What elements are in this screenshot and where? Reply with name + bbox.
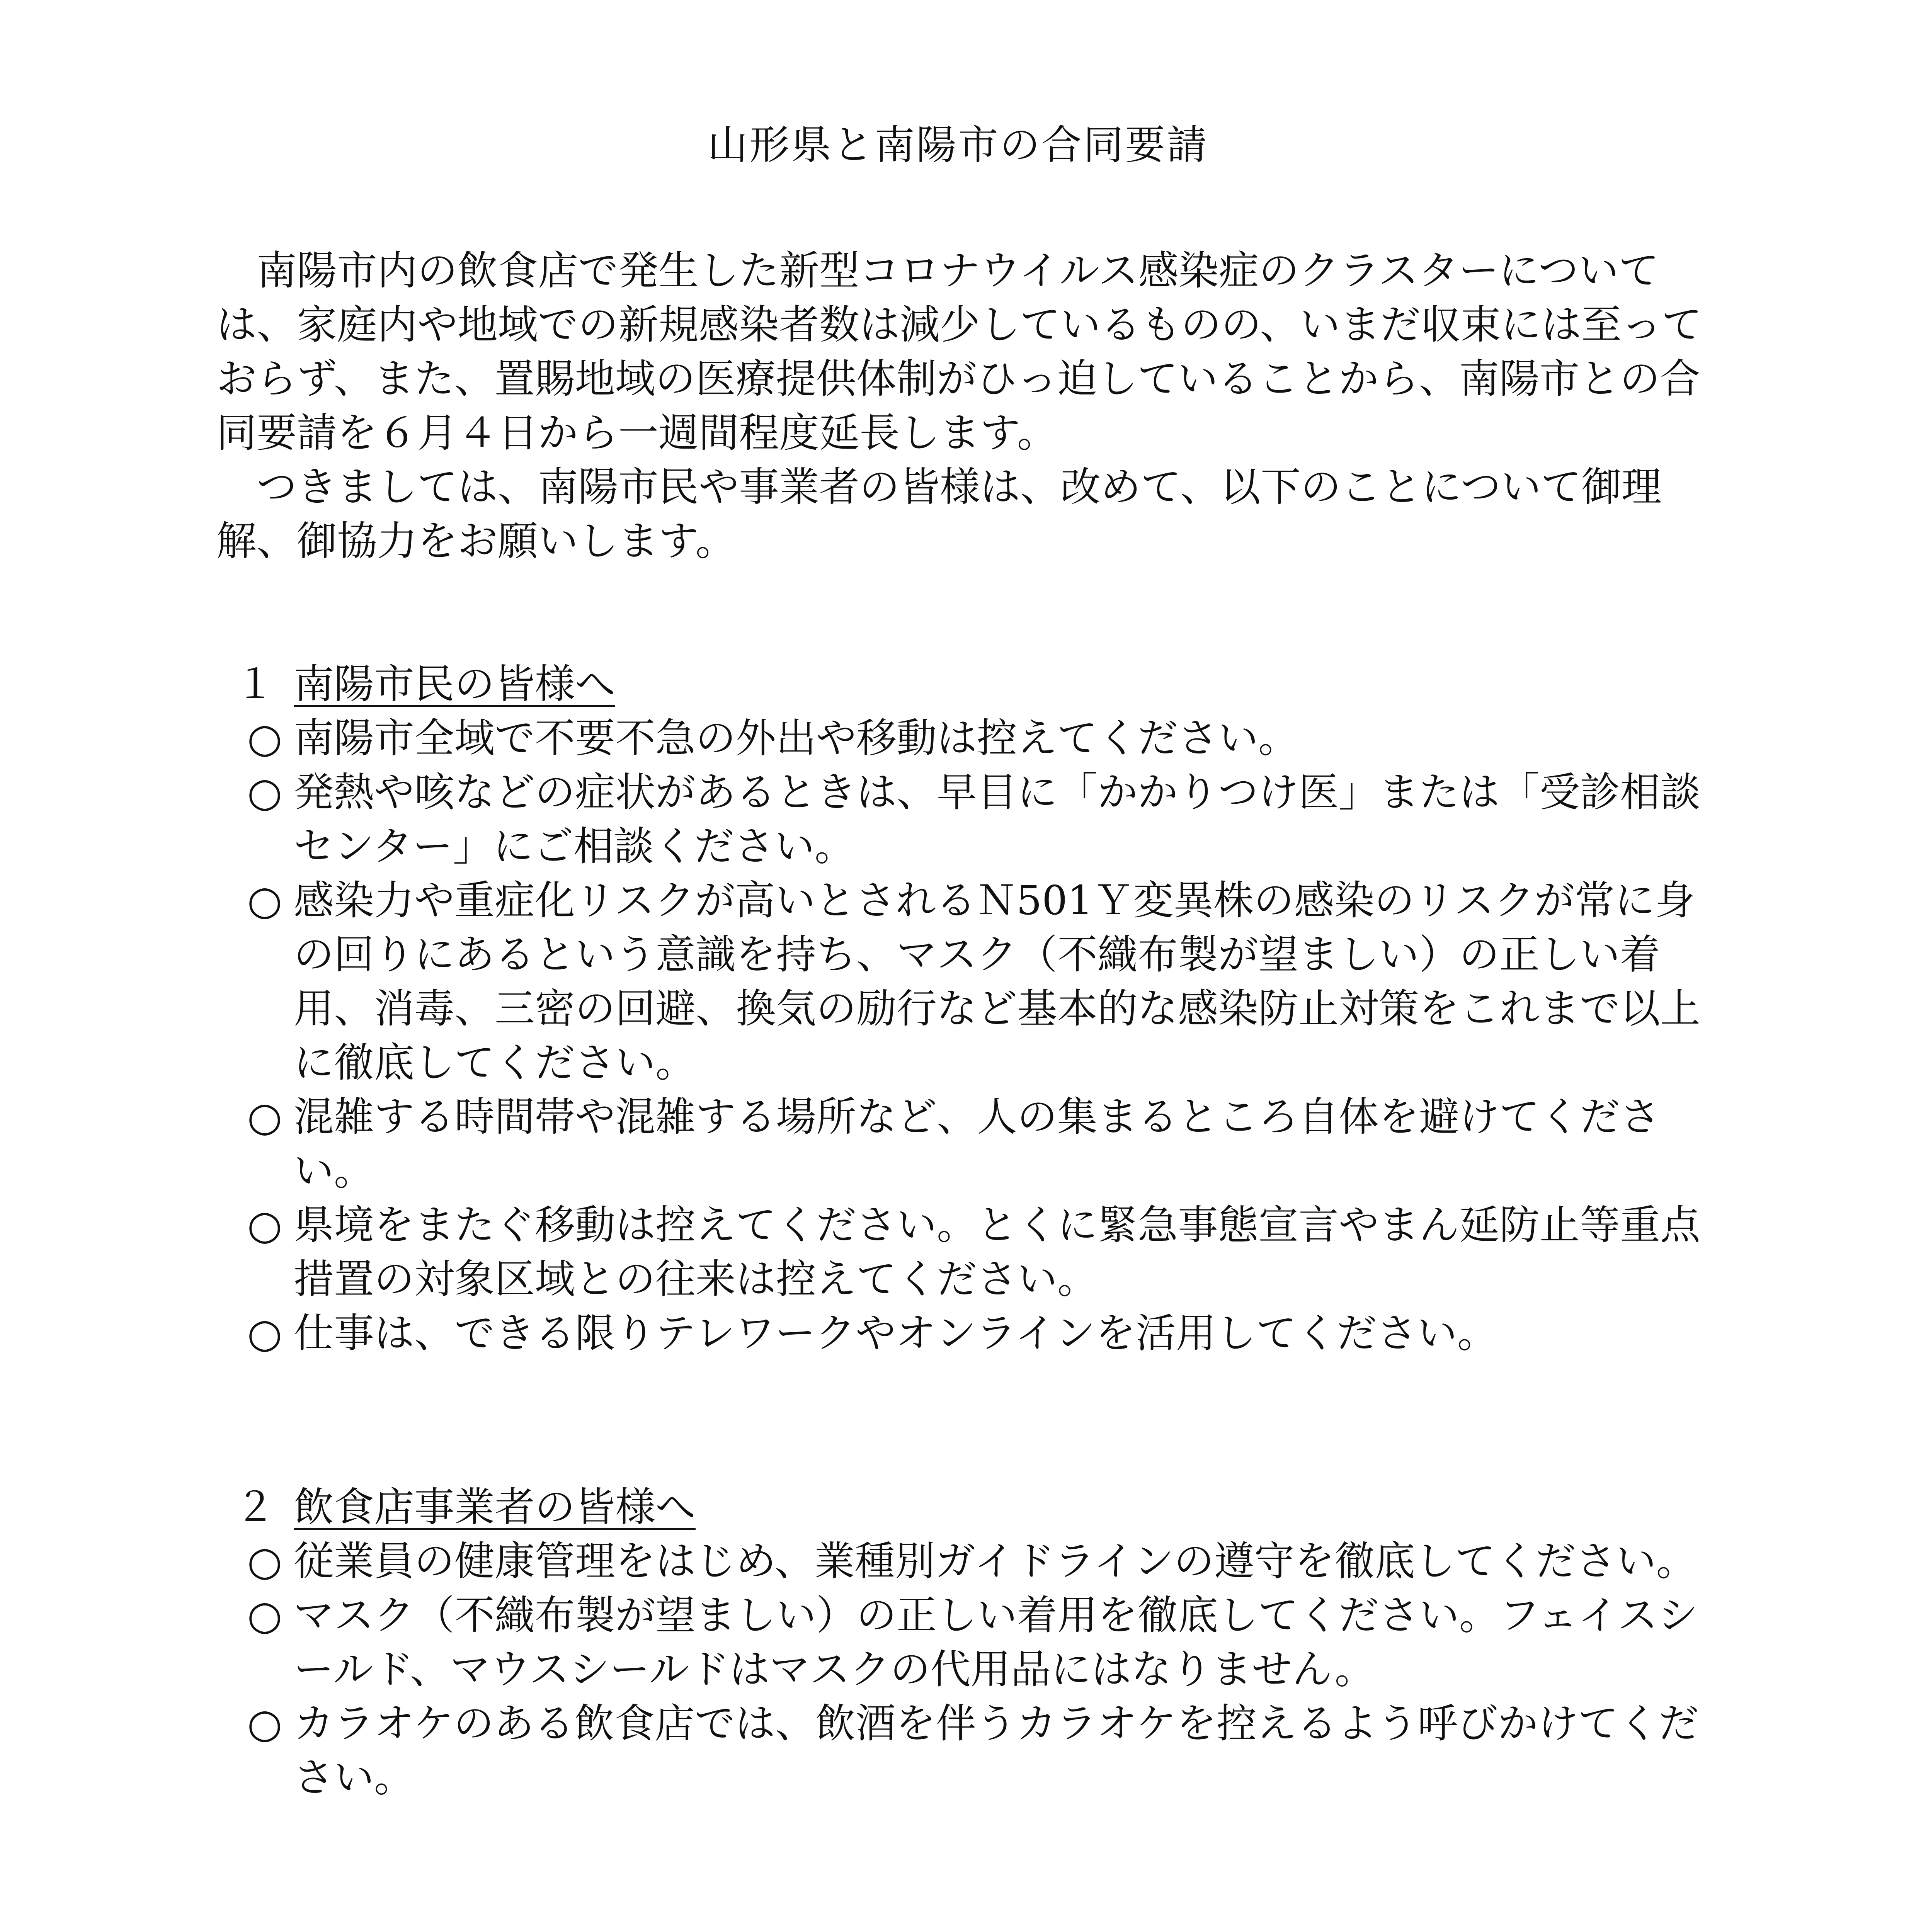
section-2-list xyxy=(216,1534,1724,1804)
intro-paragraph-1: 南陽市内の飲食店で発生した新型コロナウイルス感染症のクラスターについては、家庭内や地域での新規感染者数は減少しているものの、いまだ収束には至っておらず、また、置賜地域の医療提供体制がひっ迫していることから、南陽市との合同要請を６月４日から一週間程度延長します。 xyxy=(216,247,1702,456)
list-item: ○ 仕事は、できる限りテレワークやオンラインを活用してください。 xyxy=(216,1306,1724,1360)
circle-bullet-icon: ○ xyxy=(247,1310,282,1357)
list-item: ○ 発熱や咳などの症状があるときは、早目に「かかりつけ医」または「受診相談センター」にご相談ください。 xyxy=(216,765,1724,873)
list-item: ○ カラオケのある飲食店では、飲酒を伴うカラオケを控えるよう呼びかけてください。 xyxy=(216,1696,1724,1804)
list-item: ○ 南陽市全域で不要不急の外出や移動は控えてください。 xyxy=(216,711,1724,765)
circle-bullet-icon: ○ xyxy=(247,714,282,762)
circle-bullet-icon: ○ xyxy=(247,1093,282,1140)
list-item: ○ マスク（不織布製が望ましい）の正しい着用を徹底してください。フェイスシールド、マウスシールドはマスクの代用品にはなりません。 xyxy=(216,1588,1724,1696)
list-item: ○ 県境をまたぐ移動は控えてください。とくに緊急事態宣言やまん延防止等重点措置の対象区域との往来は控えてください。 xyxy=(216,1198,1724,1306)
circle-bullet-icon: ○ xyxy=(247,877,282,924)
section-1 xyxy=(216,657,1724,1360)
list-item: ○ 混雑する時間帯や混雑する場所など、人の集まるところ自体を避けてください。 xyxy=(216,1090,1724,1198)
list-item: ○ 従業員の健康管理をはじめ、業種別ガイドラインの遵守を徹底してください。 xyxy=(216,1534,1724,1588)
circle-bullet-icon: ○ xyxy=(247,1700,282,1747)
intro-paragraph-2: つきましては、南陽市民や事業者の皆様は、改めて、以下のことについて御理解、御協力をお願いします。 xyxy=(216,463,1662,565)
document-title: 山形県と南陽市の合同要請 xyxy=(707,121,1208,168)
section-2-number: ２ xyxy=(235,1483,275,1531)
circle-bullet-icon: ○ xyxy=(247,1537,282,1585)
section-1-number: １ xyxy=(235,660,275,707)
circle-bullet-icon: ○ xyxy=(247,1592,282,1639)
section-2-heading xyxy=(216,1480,696,1534)
section-2-title: 飲食店事業者の皆様へ xyxy=(294,1483,696,1531)
section-1-list xyxy=(216,711,1724,1360)
section-1-heading xyxy=(216,657,615,711)
intro-text xyxy=(216,243,1704,568)
section-2 xyxy=(216,1480,1724,1804)
circle-bullet-icon: ○ xyxy=(247,769,282,816)
list-item: ○ 感染力や重症化リスクが高いとされるＮ501Ｙ変異株の感染のリスクが常に身の回りにあるという意識を持ち、マスク（不織布製が望ましい）の正しい着用、消毒、三密の回避、換気の励行など基本的な感染防止対策をこれまで以上に徹底してください。 xyxy=(216,873,1724,1090)
circle-bullet-icon: ○ xyxy=(247,1201,282,1248)
section-1-title: 南陽市民の皆様へ xyxy=(294,660,616,707)
